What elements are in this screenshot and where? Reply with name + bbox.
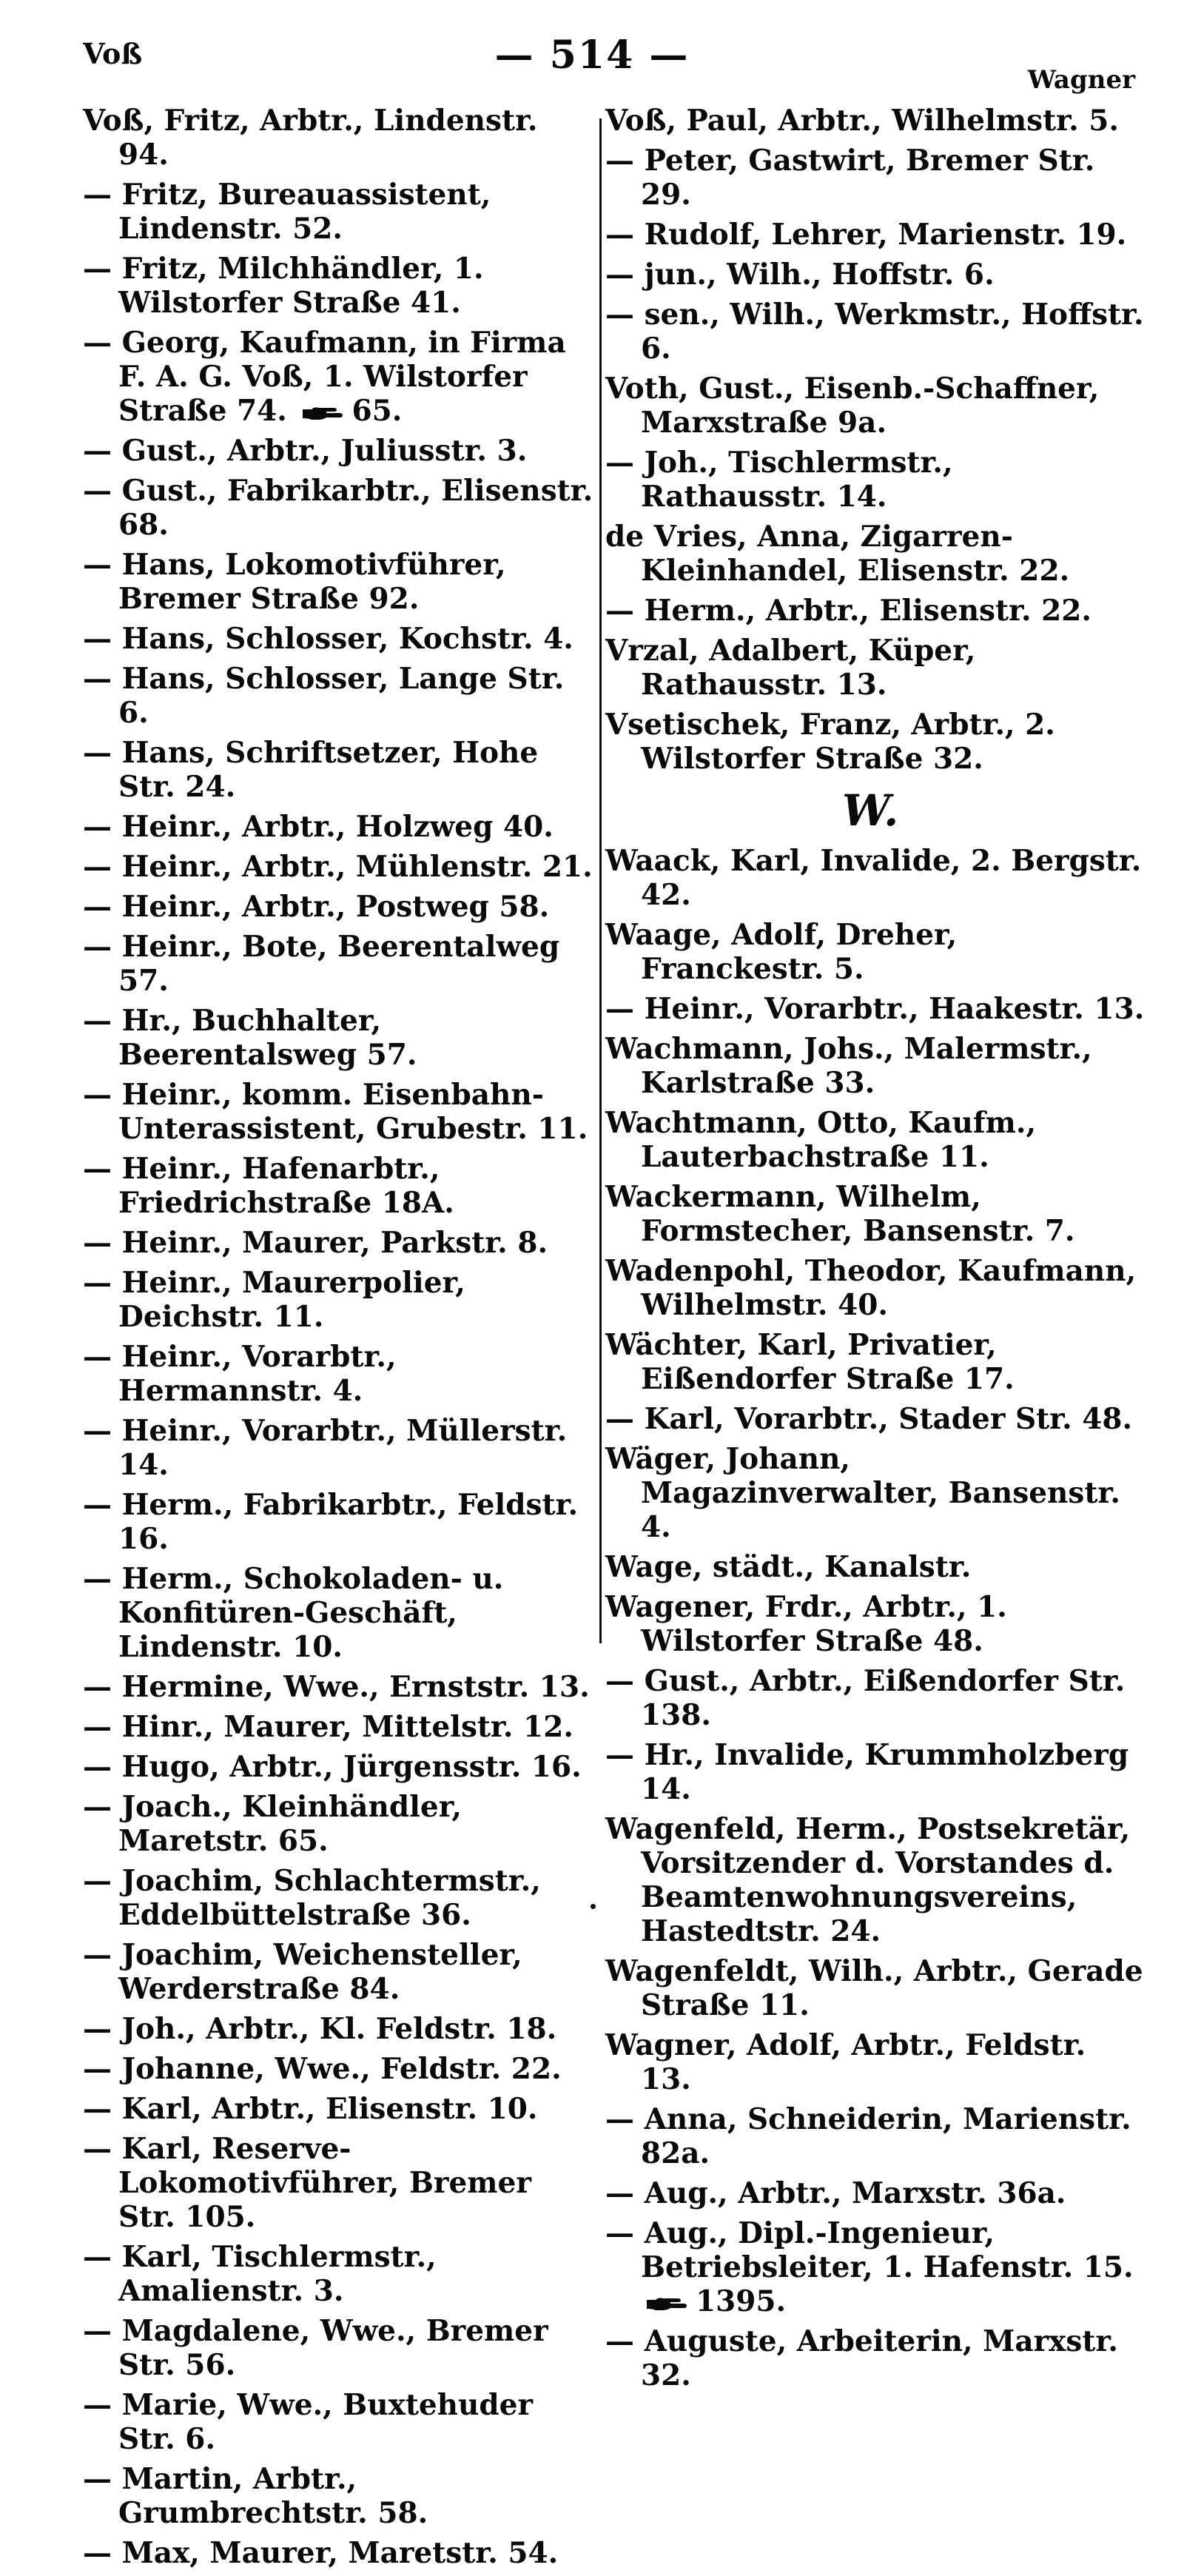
directory-entry (605, 1738, 1146, 1806)
directory-entry (83, 1004, 593, 1072)
telephone-icon (301, 405, 347, 421)
entry-text: — Gust., Arbtr., Juliusstr. 3. (83, 434, 528, 468)
directory-entry (83, 1790, 593, 1858)
entry-text: — Hinr., Maurer, Mittelstr. 12. (83, 1710, 574, 1744)
entry-text: Voß, Paul, Arbtr., Wilhelmstr. 5. (605, 104, 1119, 138)
directory-entry (605, 918, 1146, 986)
directory-entry (83, 1078, 593, 1146)
entry-text: — Auguste, Arbeiterin, Marxstr. 32. (605, 2324, 1118, 2392)
entry-text: Waack, Karl, Invalide, 2. Bergstr. 42. (605, 844, 1142, 912)
entry-text: Wagener, Frdr., Arbtr., 1. Wilstorfer Straße 48. (605, 1590, 1007, 1658)
directory-entry (605, 2028, 1146, 2096)
entry-text: — Joh., Arbtr., Kl. Feldstr. 18. (83, 2012, 557, 2046)
entry-text: — Peter, Gastwirt, Bremer Str. 29. (605, 144, 1095, 212)
phone-number: 1395. (696, 2284, 787, 2318)
entry-text: — Hans, Lokomotivführer, Bremer Straße 92. (83, 548, 506, 616)
entry-text: Wachmann, Johs., Malermstr., Karlstraße 33. (605, 1032, 1092, 1100)
directory-entry (83, 1750, 593, 1784)
directory-entry (83, 178, 593, 246)
directory-entry (605, 634, 1146, 702)
entry-text: — Herm., Arbtr., Elisenstr. 22. (605, 594, 1092, 628)
entry-text: Wackermann, Wilhelm, Formstecher, Bansenstr. 7. (605, 1180, 1075, 1248)
directory-entry (83, 434, 593, 468)
directory-entry (83, 1670, 593, 1704)
directory-entry (605, 104, 1146, 138)
entry-text: — Hans, Schlosser, Kochstr. 4. (83, 622, 574, 656)
entry-text: — Rudolf, Lehrer, Marienstr. 19. (605, 218, 1127, 252)
running-head-left: Voß (83, 37, 143, 70)
directory-entry (605, 1106, 1146, 1174)
directory-entry (83, 548, 593, 616)
entry-text: — Hermine, Wwe., Ernststr. 13. (83, 1670, 590, 1704)
entry-text: — Joachim, Schlachtermstr., Eddelbüttelstraße 36. (83, 1864, 541, 1932)
entry-text: — Herm., Schokoladen- u. Konfitüren-Geschäft, Lindenstr. 10. (83, 1562, 504, 1664)
entry-text: — Hr., Invalide, Krummholzberg 14. (605, 1738, 1129, 1806)
entry-text: — Martin, Arbtr., Grumbrechtstr. 58. (83, 2462, 428, 2530)
entry-text: Wage, städt., Kanalstr. (605, 1550, 972, 1584)
entry-text: — Heinr., Maurer, Parkstr. 8. (83, 1226, 548, 1260)
directory-entry (605, 1254, 1146, 1322)
directory-entry (83, 890, 593, 924)
entry-text: — Heinr., Arbtr., Postweg 58. (83, 890, 550, 924)
directory-entry (83, 2092, 593, 2126)
directory-entry (83, 104, 593, 172)
directory-entry (83, 736, 593, 804)
entry-text: — Heinr., Vorarbtr., Müllerstr. 14. (83, 1414, 568, 1482)
directory-entry (83, 1864, 593, 1932)
left-column (83, 104, 593, 2576)
entry-text: Waage, Adolf, Dreher, Franckestr. 5. (605, 918, 958, 986)
directory-entry (83, 2132, 593, 2234)
entry-text: Wadenpohl, Theodor, Kaufmann, Wilhelmstr. 40. (605, 1254, 1137, 1322)
entry-text: — Joachim, Weichensteller, Werderstraße 84. (83, 1938, 522, 2006)
entry-text: — Heinr., Bote, Beerentalweg 57. (83, 930, 560, 998)
directory-entry (605, 1812, 1146, 1948)
entry-text: — Magdalene, Wwe., Bremer Str. 56. (83, 2314, 548, 2382)
directory-entry (605, 2176, 1146, 2210)
directory-entry (605, 372, 1146, 440)
entry-text: — Anna, Schneiderin, Marienstr. 82a. (605, 2102, 1131, 2170)
column-divider (599, 118, 602, 1643)
directory-entry (83, 662, 593, 730)
directory-entry (605, 1954, 1146, 2022)
directory-entry (83, 2240, 593, 2308)
entry-text: de Vries, Anna, Zigarren-Kleinhandel, Elisenstr. 22. (605, 520, 1070, 588)
directory-entry (83, 1226, 593, 1260)
directory-entry (83, 1710, 593, 1744)
directory-entry (605, 258, 1146, 292)
entry-text: — sen., Wilh., Werkmstr., Hoffstr. 6. (605, 298, 1144, 366)
entry-text: — Johanne, Wwe., Feldstr. 22. (83, 2052, 562, 2086)
entry-text: Vrzal, Adalbert, Küper, Rathausstr. 13. (605, 634, 976, 702)
directory-entry (605, 2102, 1146, 2170)
directory-entry (83, 1414, 593, 1482)
entry-text: — Aug., Arbtr., Marxstr. 36a. (605, 2176, 1066, 2210)
entry-text: — Aug., Dipl.-Ingenieur, Betriebsleiter, 1. Hafenstr. 15. (605, 2216, 1134, 2284)
directory-entry (83, 2052, 593, 2086)
entry-text: — Karl, Reserve-Lokomotivführer, Bremer Str. 105. (83, 2132, 531, 2234)
telephone-icon (645, 2295, 691, 2312)
entry-text: — Heinr., Hafenarbtr., Friedrichstraße 18A. (83, 1152, 454, 1220)
entry-text: Vsetischek, Franz, Arbtr., 2. Wilstorfer Straße 32. (605, 708, 1055, 776)
entry-text: Wagenfeld, Herm., Postsekretär, Vorsitzender d. Vorstandes d. Beamtenwohnungsvereins, Hastedtstr. 24. (605, 1812, 1131, 1948)
right-column-top (605, 104, 1146, 776)
directory-entry (83, 2462, 593, 2530)
entry-text: Wagner, Adolf, Arbtr., Feldstr. 13. (605, 2028, 1086, 2096)
page-header (0, 0, 1184, 96)
entry-text: Wagenfeldt, Wilh., Arbtr., Gerade Straße 11. (605, 1954, 1143, 2022)
running-head-right: Wagner (1027, 65, 1135, 95)
directory-entry (83, 622, 593, 656)
phone-number: 65. (352, 394, 403, 428)
directory-entry (605, 1328, 1146, 1396)
directory-entry (605, 1590, 1146, 1658)
entry-text: Voß, Fritz, Arbtr., Lindenstr. 94. (83, 104, 538, 172)
entry-text: — Fritz, Bureauassistent, Lindenstr. 52. (83, 178, 491, 246)
directory-entry (605, 1402, 1146, 1436)
directory-entry (83, 1562, 593, 1664)
entry-text: — Heinr., Vorarbtr., Haakestr. 13. (605, 992, 1145, 1026)
directory-entry (605, 992, 1146, 1026)
entry-text: — Karl, Arbtr., Elisenstr. 10. (83, 2092, 538, 2126)
directory-entry (605, 1664, 1146, 1732)
entry-text: — Max, Maurer, Maretstr. 54. (83, 2536, 559, 2570)
entry-text: Voth, Gust., Eisenb.-Schaffner, Marxstraße 9a. (605, 372, 1100, 440)
directory-entry (83, 326, 593, 428)
directory-entry (605, 594, 1146, 628)
directory-entry (605, 218, 1146, 252)
entry-text: — Heinr., Arbtr., Mühlenstr. 21. (83, 850, 593, 884)
directory-entry (83, 474, 593, 542)
right-column-bottom (605, 844, 1146, 2392)
entry-text: Wachtmann, Otto, Kaufm., Lauterbachstraße 11. (605, 1106, 1037, 1174)
directory-entry (605, 1180, 1146, 1248)
entry-text: — Gust., Fabrikarbtr., Elisenstr. 68. (83, 474, 593, 542)
directory-entry (83, 1488, 593, 1556)
directory-entry (83, 2536, 593, 2570)
entry-text: — Gust., Arbtr., Eißendorfer Str. 138. (605, 1664, 1126, 1732)
entry-text: — Hans, Schlosser, Lange Str. 6. (83, 662, 565, 730)
entry-text: — Herm., Fabrikarbtr., Feldstr. 16. (83, 1488, 579, 1556)
directory-entry (605, 446, 1146, 514)
entry-text: — Hans, Schriftsetzer, Hohe Str. 24. (83, 736, 539, 804)
entry-text: — Joh., Tischlermstr., Rathausstr. 14. (605, 446, 953, 514)
entry-text: — Marie, Wwe., Buxtehuder Str. 6. (83, 2388, 534, 2456)
directory-entry (83, 930, 593, 998)
right-column (605, 104, 1146, 2398)
directory-entry (83, 850, 593, 884)
entry-text: Wäger, Johann, Magazinverwalter, Bansenstr. 4. (605, 1442, 1120, 1544)
directory-entry (605, 844, 1146, 912)
directory-entry (83, 1152, 593, 1220)
entry-text: — Heinr., komm. Eisenbahn-Unterassistent, Grubestr. 11. (83, 1078, 588, 1146)
directory-entry (605, 144, 1146, 212)
directory-entry (83, 1340, 593, 1408)
directory-entry (605, 2216, 1146, 2318)
entry-text: — Georg, Kaufmann, in Firma F. A. G. Voß, 1. Wilstorfer Straße 74. (83, 326, 566, 428)
entry-text: — Fritz, Milchhändler, 1. Wilstorfer Straße 41. (83, 252, 484, 320)
page-number: — 514 — (494, 33, 690, 78)
directory-entry (83, 1938, 593, 2006)
directory-entry (605, 520, 1146, 588)
entry-text: — Heinr., Arbtr., Holzweg 40. (83, 810, 554, 844)
directory-entry (605, 1442, 1146, 1544)
directory-entry (605, 708, 1146, 776)
directory-entry (83, 2012, 593, 2046)
directory-entry (83, 252, 593, 320)
entry-text: — Hr., Buchhalter, Beerentalsweg 57. (83, 1004, 417, 1072)
directory-entry (83, 2388, 593, 2456)
entry-text: — Hugo, Arbtr., Jürgensstr. 16. (83, 1750, 582, 1784)
directory-entry (83, 1266, 593, 1334)
entry-text: — Joach., Kleinhändler, Maretstr. 65. (83, 1790, 462, 1858)
entry-text: — Karl, Vorarbtr., Stader Str. 48. (605, 1402, 1133, 1436)
directory-entry (605, 1032, 1146, 1100)
directory-entry (605, 1550, 1146, 1584)
print-mark (591, 1904, 596, 1909)
entry-text: — Karl, Tischlermstr., Amalienstr. 3. (83, 2240, 437, 2308)
directory-entry (605, 298, 1146, 366)
entry-text: — Heinr., Vorarbtr., Hermannstr. 4. (83, 1340, 397, 1408)
section-letter: W. (842, 785, 899, 836)
directory-entry (83, 2314, 593, 2382)
directory-entry (605, 2324, 1146, 2392)
entry-text: — Heinr., Maurerpolier, Deichstr. 11. (83, 1266, 465, 1334)
entry-text: Wächter, Karl, Privatier, Eißendorfer Straße 17. (605, 1328, 1015, 1396)
directory-entry (83, 810, 593, 844)
entry-text: — jun., Wilh., Hoffstr. 6. (605, 258, 995, 292)
